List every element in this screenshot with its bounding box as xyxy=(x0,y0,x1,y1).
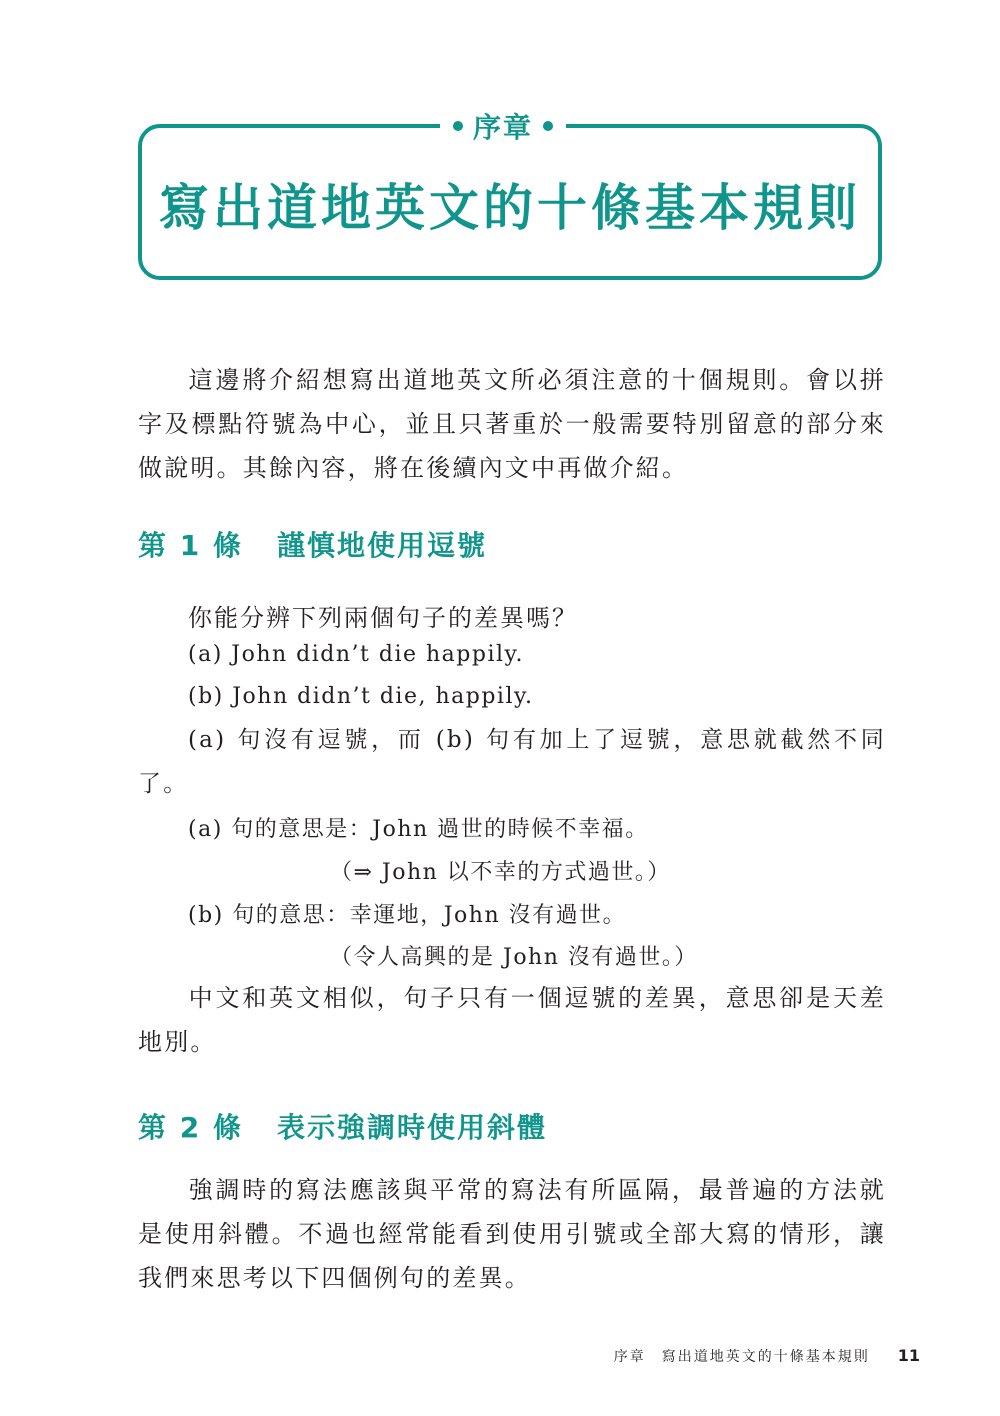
meaning-a-note: （⇒ John 以不幸的方式過世。） xyxy=(330,860,671,885)
rule-2-title: 表示強調時使用斜體 xyxy=(276,1111,547,1144)
rule-2-paragraph xyxy=(138,1168,886,1300)
chapter-title: 寫出道地英文的十條基本規則 xyxy=(159,179,861,237)
rule-1-conclusion xyxy=(138,976,886,1064)
page-number: 11 xyxy=(897,1346,920,1365)
running-head: 序章 寫出道地英文的十條基本規則 xyxy=(613,1349,870,1365)
rule-1-question: 你能分辨下列兩個句子的差異嗎？ xyxy=(188,604,578,632)
conclusion-text: 中文和英文相似，句子只有一個逗號的差異，意思卻是天差地別。 xyxy=(138,984,886,1056)
bullet-dot-icon xyxy=(543,121,553,131)
bullet-dot-icon xyxy=(453,121,463,131)
chapter-tag xyxy=(440,104,566,148)
example-b: (b) John didn’t die, happily. xyxy=(188,684,534,709)
rule-2-heading xyxy=(138,1106,547,1146)
page-footer xyxy=(614,1346,920,1366)
rule-1-number: 第 1 條 xyxy=(138,529,243,562)
meaning-b: (b) 句的意思：幸運地，John 沒有過世。 xyxy=(188,903,627,928)
rule-2-text: 強調時的寫法應該與平常的寫法有所區隔，最普遍的方法就是使用斜體。不過也經常能看到使用引號或全部大寫的情形，讓我們來思考以下四個例句的差異。 xyxy=(138,1176,886,1292)
intro-paragraph xyxy=(138,358,886,490)
meaning-b-note: （令人高興的是 John 沒有過世。） xyxy=(330,945,698,970)
compare-text: (a) 句沒有逗號，而 (b) 句有加上了逗號，意思就截然不同了。 xyxy=(138,727,886,797)
rule-2-number: 第 2 條 xyxy=(138,1111,243,1144)
chapter-label: 序章 xyxy=(472,111,533,144)
rule-1-title: 謹慎地使用逗號 xyxy=(276,529,487,562)
intro-text: 這邊將介紹想寫出道地英文所必須注意的十個規則。會以拼字及標點符號為中心，並且只著重於一般需要特別留意的部分來做說明。其餘內容，將在後續內文中再做介紹。 xyxy=(138,366,886,482)
compare-paragraph xyxy=(138,718,886,806)
example-a: (a) John didn’t die happily. xyxy=(188,642,525,667)
rule-1-heading xyxy=(138,524,487,564)
meaning-a: (a) 句的意思是：John 過世的時候不幸福。 xyxy=(188,817,649,842)
